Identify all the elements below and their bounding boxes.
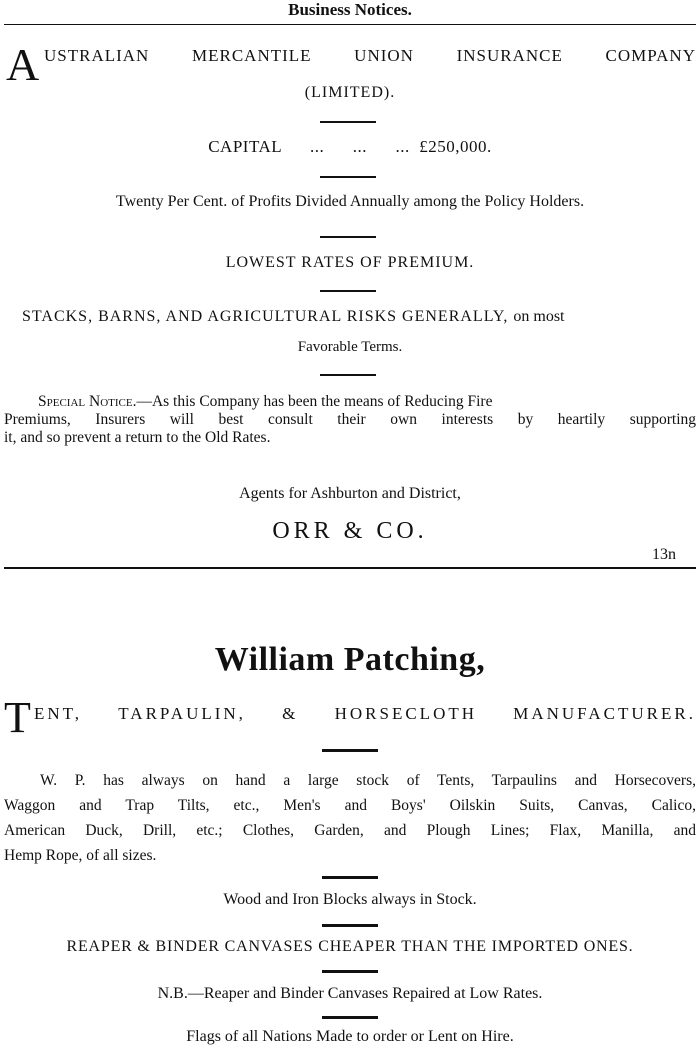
divider <box>320 121 376 123</box>
divider <box>322 924 378 927</box>
profits-line: Twenty Per Cent. of Profits Divided Annually among the Policy Holders. <box>115 193 585 210</box>
divider <box>322 1016 378 1019</box>
headline-word: UNION <box>354 46 414 65</box>
special-notice-line-3: it, and so prevent a return to the Old Rates. <box>4 429 271 446</box>
stock-line-3: American Duck, Drill, etc.; Clothes, Garden, and Plough Lines; Flax, Manilla, and <box>4 822 696 839</box>
ad-reference: 13n <box>652 546 676 563</box>
headline-word: INSURANCE <box>456 46 563 65</box>
capital-line: CAPITAL ... ... ... £250,000. <box>208 137 492 156</box>
headline-word: MERCANTILE <box>191 46 312 65</box>
stock-line-4: Hemp Rope, of all sizes. <box>4 847 157 864</box>
page-header-title: Business Notices. <box>288 0 412 19</box>
stock-line-2: Waggon and Trap Tilts, etc., Men's and Boys' Oilskin Suits, Canvas, Calico, <box>4 797 696 814</box>
divider <box>320 236 376 238</box>
trade-word: & <box>282 704 299 723</box>
special-notice-label: Special Notice. <box>38 393 137 410</box>
insurance-headline <box>44 46 696 66</box>
divider <box>320 290 376 292</box>
trade-word: TARPAULIN, <box>118 704 246 723</box>
stacks-tail: on most <box>513 308 565 325</box>
dropcap-a: A <box>6 39 40 90</box>
divider <box>322 876 378 879</box>
advertiser-name: William Patching, <box>214 641 486 678</box>
header-divider <box>4 24 696 25</box>
flags-line: Flags of all Nations Made to order or Lent on Hire. <box>186 1028 514 1045</box>
divider <box>320 374 376 376</box>
ad-separator <box>4 567 696 569</box>
divider <box>322 749 378 752</box>
company-name: ORR & CO. <box>272 518 428 544</box>
divider <box>322 970 378 973</box>
trade-word: ENT, <box>34 704 83 723</box>
nb-line: N.B.—Reaper and Binder Canvases Repaired at Low Rates. <box>157 985 543 1002</box>
stacks-line <box>22 308 565 326</box>
stock-line-1: W. P. has always on hand a large stock of Tents, Tarpaulins and Horsecovers, <box>40 772 696 789</box>
lowest-rates-line: LOWEST RATES OF PREMIUM. <box>225 254 475 271</box>
trade-headline <box>34 704 696 724</box>
special-notice-line-2: Premiums, Insurers will best consult their own interests by heartily supporting <box>4 411 696 428</box>
canvases-line: REAPER & BINDER CANVASES CHEAPER THAN THE IMPORTED ONES. <box>66 938 634 955</box>
stacks-text: STACKS, BARNS, AND AGRICULTURAL RISKS GENERALLY, <box>22 308 509 325</box>
headline-word: USTRALIAN <box>44 46 150 65</box>
headline-word: COMPANY <box>605 46 696 65</box>
trade-word: MANUFACTURER. <box>513 704 696 723</box>
dropcap-t: T <box>4 693 31 742</box>
trade-word: HORSECLOTH <box>334 704 478 723</box>
favorable-terms: Favorable Terms. <box>297 339 403 355</box>
blocks-line: Wood and Iron Blocks always in Stock. <box>223 891 477 908</box>
agents-line: Agents for Ashburton and District, <box>239 485 461 502</box>
divider <box>320 176 376 178</box>
special-notice-text: —As this Company has been the means of Reducing Fire <box>136 393 493 410</box>
special-notice-line-1 <box>38 393 696 411</box>
limited-label: (LIMITED). <box>304 84 396 101</box>
